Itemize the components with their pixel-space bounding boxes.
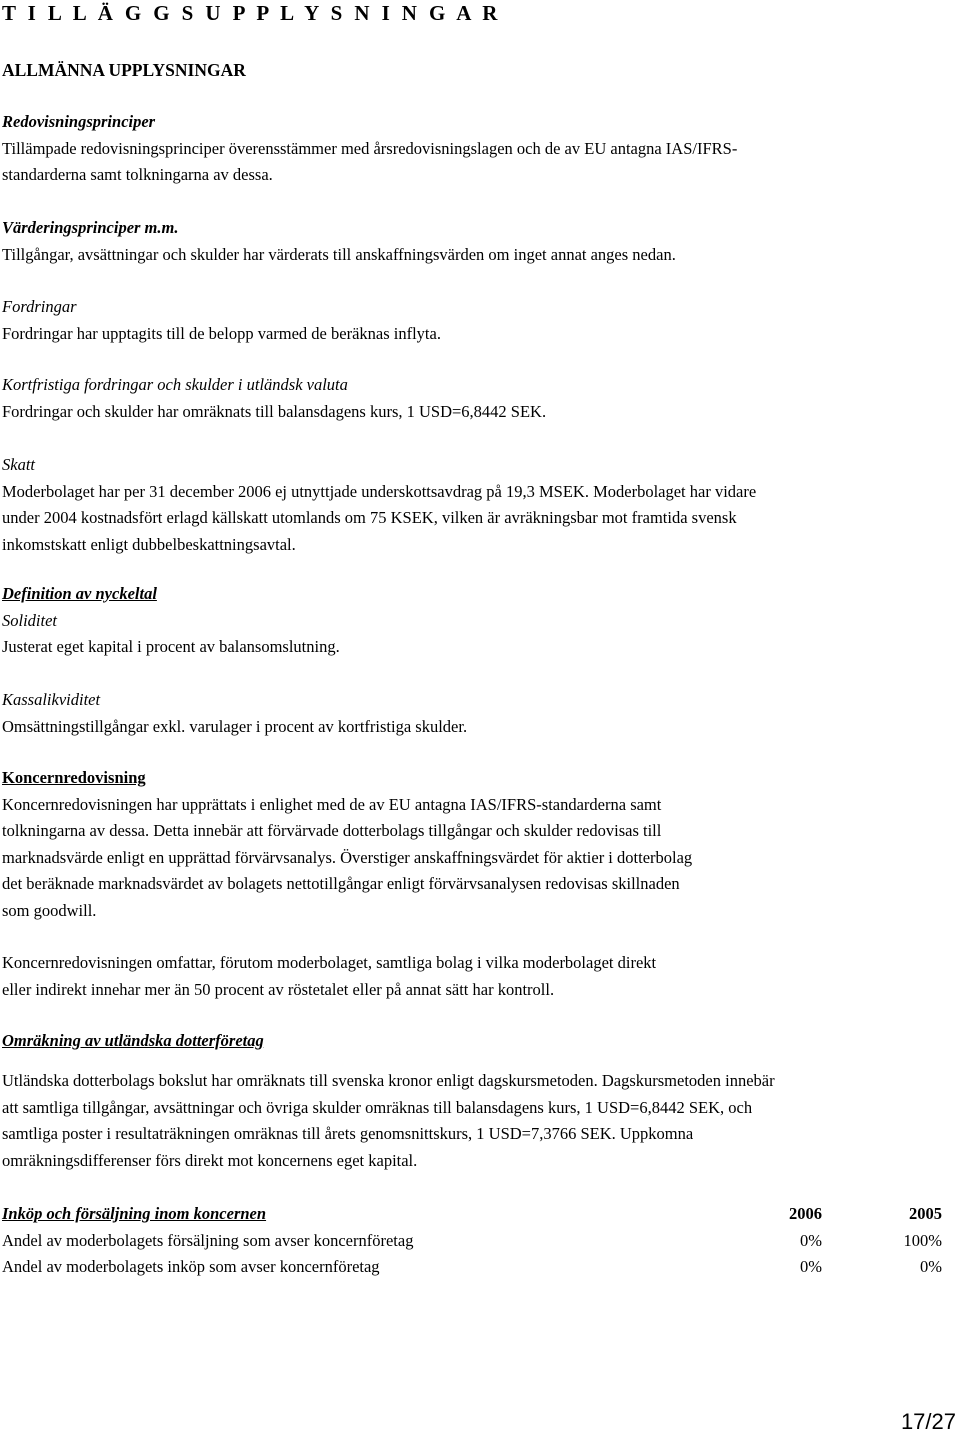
table-header-row — [2, 1201, 942, 1228]
paragraph-line: eller indirekt innehar mer än 50 procent av röstetalet eller på annat sätt har kontroll. — [2, 979, 555, 999]
liquidity-heading: Kassalikviditet — [2, 690, 101, 709]
page-title: T I L L Ä G G S U P P L Y S N I N G A R — [2, 1, 501, 25]
paragraph-line: Tillämpade redovisningsprinciper överensstämmer med årsredovisningslagen och de av EU antagna IAS/IFRS- — [2, 138, 738, 158]
translation-body — [2, 1068, 946, 1174]
paragraph-line: standarderna samt tolkningarna av dessa. — [2, 165, 273, 184]
paragraph-line: marknadsvärde enligt en upprättad förvärvsanalys. Överstiger anskaffningsvärdet för aktier i dotterbolag — [2, 847, 693, 867]
paragraph-line: Fordringar och skulder har omräknats till balansdagens kurs, 1 USD=6,8442 SEK. — [2, 401, 547, 421]
valuation-section — [2, 215, 946, 268]
consolidation-section — [2, 765, 946, 924]
valuation-heading: Värderingsprinciper m.m. — [2, 218, 179, 237]
paragraph-line: Tillgångar, avsättningar och skulder har värderats till anskaffningsvärden om inget annat anges nedan. — [2, 244, 676, 264]
foreign-currency-heading: Kortfristiga fordringar och skulder i utländsk valuta — [2, 375, 348, 394]
table-row — [2, 1254, 942, 1281]
tax-section — [2, 452, 946, 558]
accounting-principles-heading: Redovisningsprinciper — [2, 112, 156, 131]
intragroup-table — [2, 1201, 942, 1281]
paragraph-line: samtliga poster i resultaträkningen omräknas till årets genomsnittskurs, 1 USD=7,3766 SEK. Uppkomna — [2, 1124, 694, 1143]
row-label: Andel av moderbolagets försäljning som avser koncernföretag — [2, 1230, 414, 1250]
tax-heading: Skatt — [2, 455, 35, 474]
row-value-2006: 0% — [800, 1230, 822, 1250]
foreign-currency-section — [2, 372, 946, 425]
key-ratios-section — [2, 581, 946, 661]
translation-heading: Omräkning av utländska dotterföretag — [2, 1031, 264, 1050]
page-number: 17/27 — [900, 1409, 956, 1434]
consolidation-paragraph-2 — [2, 950, 946, 1003]
paragraph-line: Omsättningstillgångar exkl. varulager i procent av kortfristiga skulder. — [2, 716, 468, 736]
paragraph-line: Justerat eget kapital i procent av balansomslutning. — [2, 637, 340, 656]
row-value-2005: 100% — [903, 1230, 942, 1250]
paragraph-line: under 2004 kostnadsfört erlagd källskatt utomlands om 75 KSEK, vilken är avräkningsbar mot framtida svensk — [2, 508, 737, 527]
receivables-heading: Fordringar — [2, 297, 77, 316]
column-header-2006: 2006 — [789, 1204, 822, 1223]
paragraph-line: tolkningarna av dessa. Detta innebär att förvärvade dotterbolags tillgångar och skulder redovisas till — [2, 821, 662, 840]
intragroup-heading: Inköp och försäljning inom koncernen — [2, 1204, 267, 1223]
paragraph-line: Moderbolaget har per 31 december 2006 ej utnyttjade underskottsavdrag på 19,3 MSEK. Moderbolaget har vidare — [2, 481, 757, 501]
column-header-2005: 2005 — [909, 1204, 942, 1223]
solidity-heading: Soliditet — [2, 610, 57, 630]
row-value-2005: 0% — [920, 1257, 942, 1276]
receivables-section — [2, 294, 946, 347]
paragraph-line: omräkningsdifferenser förs direkt mot koncernens eget kapital. — [2, 1150, 418, 1170]
translation-section — [2, 1028, 946, 1055]
paragraph-line: Koncernredovisningen omfattar, förutom moderbolaget, samtliga bolag i vilka moderbolaget direkt — [2, 953, 657, 972]
paragraph-line: Koncernredovisningen har upprättats i enlighet med de av EU antagna IAS/IFRS-standarderna samt — [2, 794, 662, 814]
row-value-2006: 0% — [800, 1257, 822, 1276]
general-heading: ALLMÄNNA UPPLYSNINGAR — [2, 60, 246, 80]
key-ratios-heading: Definition av nyckeltal — [2, 584, 157, 603]
paragraph-line: som goodwill. — [2, 900, 97, 920]
paragraph-line: att samtliga tillgångar, avsättningar och övriga skulder omräknas till balansdagens kurs, 1 USD=6,8442 SEK, och — [2, 1097, 753, 1117]
general-section — [2, 57, 946, 84]
liquidity-section — [2, 687, 946, 740]
paragraph-line: det beräknade marknadsvärdet av bolagets nettotillgångar enligt förvärvsanalysen redovisas skillnaden — [2, 874, 680, 893]
row-label: Andel av moderbolagets inköp som avser koncernföretag — [2, 1257, 380, 1276]
paragraph-line: Utländska dotterbolags bokslut har omräknats till svenska kronor enligt dagskursmetoden. Dagskursmetoden innebär — [2, 1071, 775, 1090]
paragraph-line: inkomstskatt enligt dubbelbeskattningsavtal. — [2, 534, 296, 554]
consolidation-heading: Koncernredovisning — [2, 768, 146, 787]
table-row — [2, 1228, 942, 1255]
paragraph-line: Fordringar har upptagits till de belopp varmed de beräknas inflyta. — [2, 323, 441, 343]
accounting-principles-section — [2, 109, 946, 189]
